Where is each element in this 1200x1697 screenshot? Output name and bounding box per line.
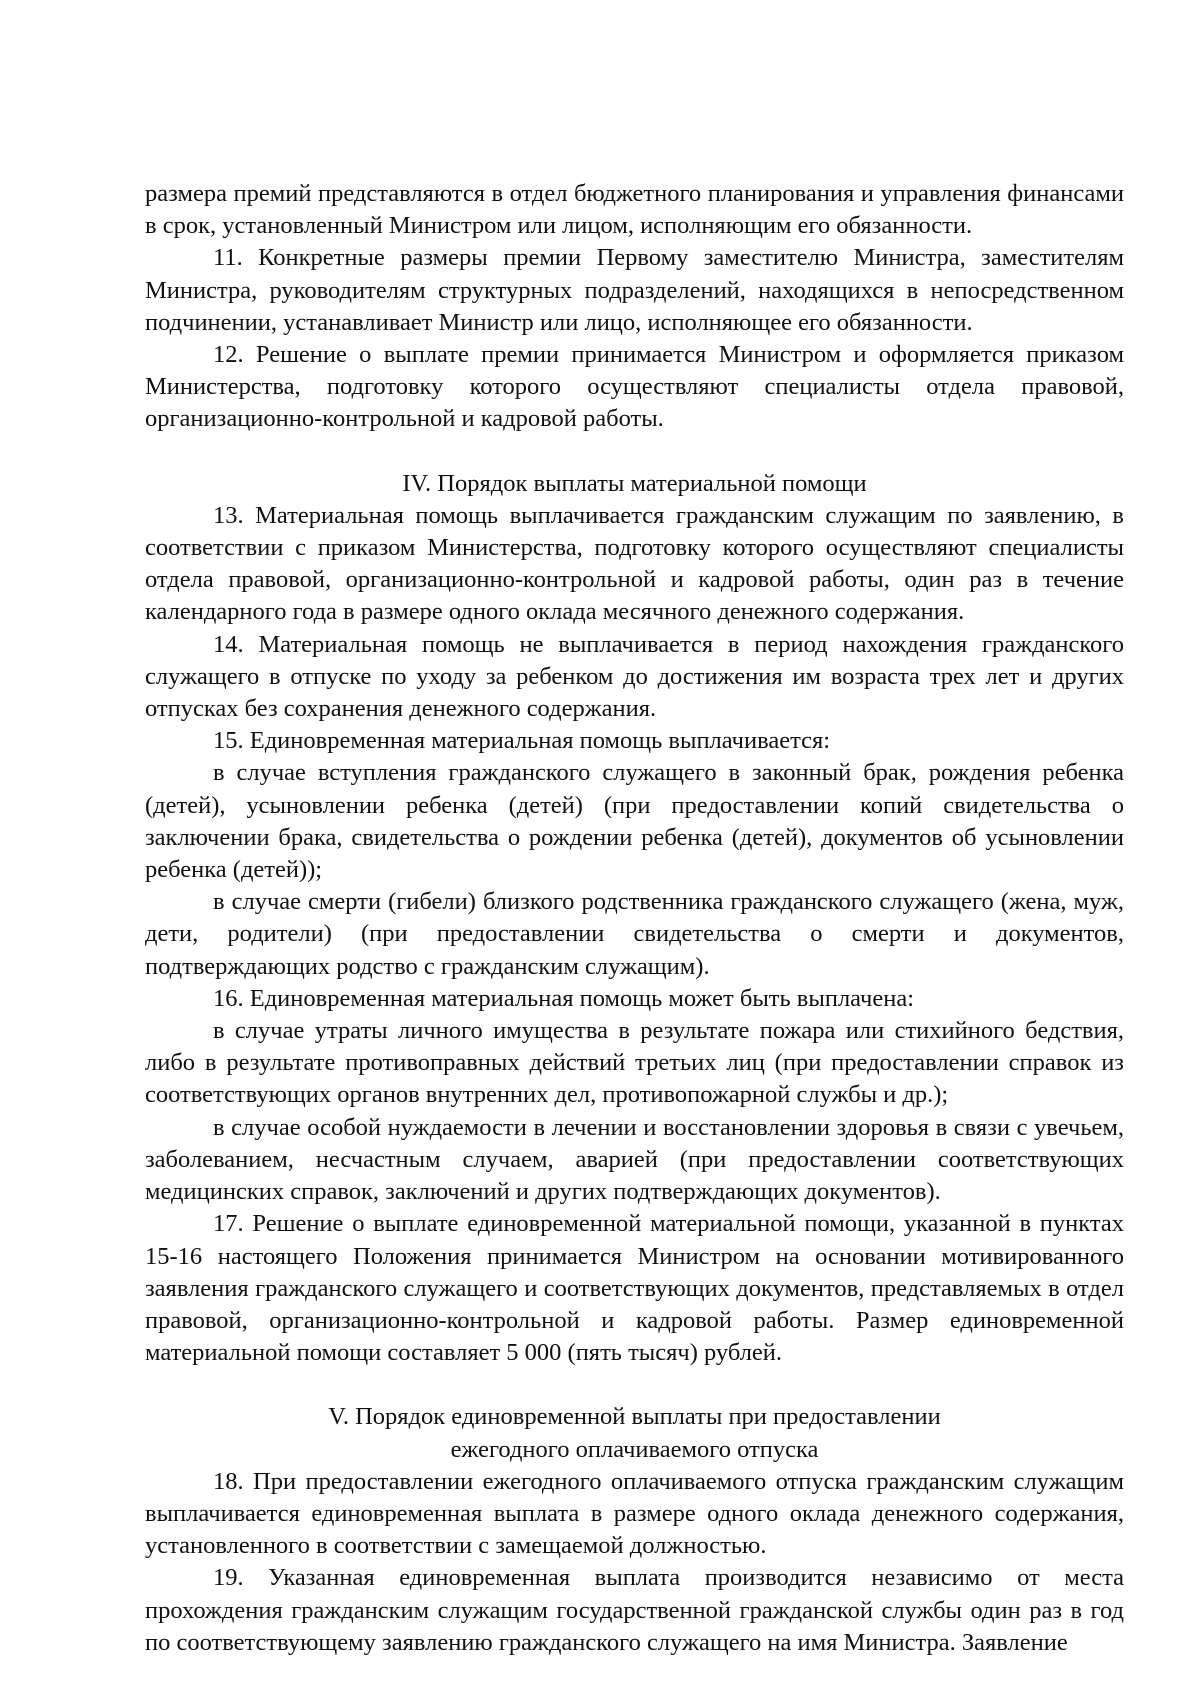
paragraph-17: 17. Решение о выплате единовременной материальной помощи, указанной в пунктах 15-16 настоящего Положения принимается Министром на основании мотивированного заявления гражданского служащего и соответствующих документов, представляемых в отдел правовой, организационно-контрольной и кадровой работы. Размер единовременной материальной помощи составляет 5 000 (пять тысяч) рублей.: [145, 1210, 1124, 1367]
paragraph-15: 15. Единовременная материальная помощь выплачивается:: [213, 727, 831, 755]
paragraph-16-case-property: в случае утраты личного имущества в результате пожара или стихийного бедствия, либо в результате противоправных действий третьих лиц (при предоставлении справок из соответствующих органов внутренних дел, противопожарной службы и др.);: [145, 1017, 1124, 1109]
paragraph-15-case-death: в случае смерти (гибели) близкого родственника гражданского служащего (жена, муж, дети, родители) (при предоставлении свидетельства о смерти и документов, подтверждающих родство с гражданским служащим).: [145, 888, 1124, 980]
section-4-heading: IV. Порядок выплаты материальной помощи: [402, 469, 867, 497]
section-5-heading-line-1: V. Порядок единовременной выплаты при предоставлении: [328, 1403, 941, 1431]
section-spacer: [145, 1369, 1124, 1401]
paragraph-12: 12. Решение о выплате премии принимается Министром и оформляется приказом Министерства, подготовку которого осуществляют специалисты отдела правовой, организационно-контрольной и кадровой работы.: [145, 341, 1124, 433]
paragraph-continuation: размера премий представляются в отдел бюджетного планирования и управления финансами в срок, установленный Министром или лицом, исполняющим его обязанности.: [145, 180, 1124, 240]
paragraph-16: 16. Единовременная материальная помощь может быть выплачена:: [213, 984, 915, 1012]
paragraph-13: 13. Материальная помощь выплачивается гражданским служащим по заявлению, в соответствии с приказом Министерства, подготовку которого осуществляют специалисты отдела правовой, организационно-контрольной и кадровой работы, один раз в течение календарного года в размере одного оклада месячного денежного содержания.: [145, 501, 1124, 626]
paragraph-14: 14. Материальная помощь не выплачивается в период нахождения гражданского служащего в отпуске по уходу за ребенком до достижения им возраста трех лет и других отпусках без сохранения денежного содержания.: [145, 630, 1124, 723]
paragraph-11: 11. Конкретные размеры премии Первому заместителю Министра, заместителям Министра, руководителям структурных подразделений, находящихся в непосредственном подчинении, устанавливает Министр или лицо, исполняющее его обязанности.: [145, 244, 1124, 336]
paragraph-19: 19. Указанная единовременная выплата производится независимо от места прохождения гражданским служащим государственной гражданской службы один раз в год по соответствующему заявлению гражданского служащего на имя Министра. Заявление: [145, 1564, 1124, 1656]
document-page: [145, 178, 1124, 1659]
section-spacer: [145, 436, 1124, 468]
section-5-heading-line-2: ежегодного оплачиваемого отпуска: [450, 1435, 819, 1463]
paragraph-16-case-health: в случае особой нуждаемости в лечении и восстановлении здоровья в связи с увечьем, заболеванием, несчастным случаем, аварией (при предоставлении соответствующих медицинских справок, заключений и других подтверждающих документов).: [145, 1113, 1124, 1206]
paragraph-15-case-marriage: в случае вступления гражданского служащего в законный брак, рождения ребенка (детей), усыновлении ребенка (детей) (при предоставлении копий свидетельства о заключении брака, свидетельства о рождении ребенка (детей), документов об усыновлении ребенка (детей));: [145, 759, 1124, 884]
paragraph-18: 18. При предоставлении ежегодного оплачиваемого отпуска гражданским служащим выплачивается единовременная выплата в размере одного оклада денежного содержания, установленного в соответствии с замещаемой должностью.: [145, 1467, 1124, 1560]
